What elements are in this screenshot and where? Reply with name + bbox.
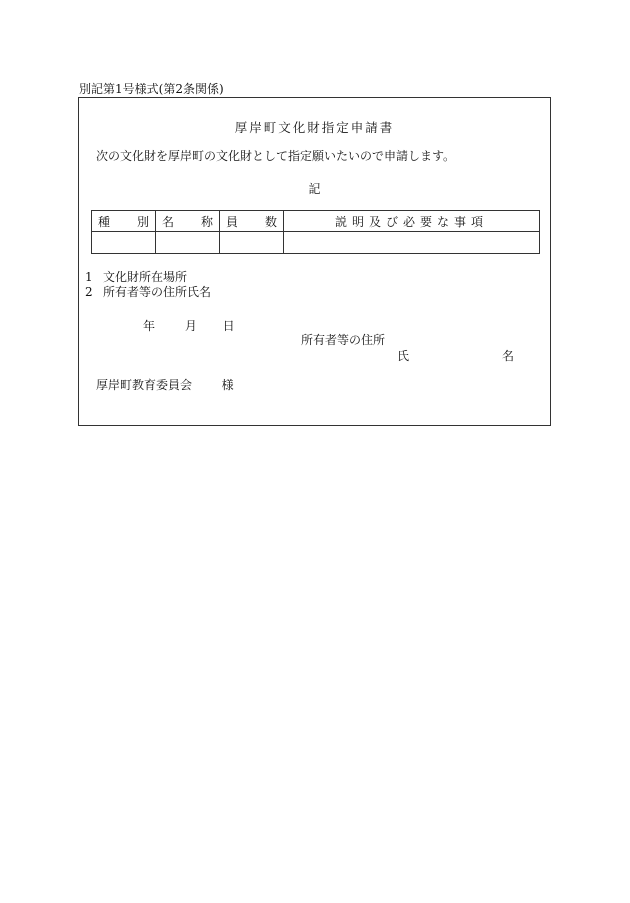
form-caption: 別記第1号様式(第2条関係)	[79, 82, 224, 96]
header-count-left: 員	[226, 214, 239, 229]
header-description: 説明及び必要な事項	[284, 211, 540, 232]
header-type	[92, 211, 156, 232]
intro-text: 次の文化財を厚岸町の文化財として指定願いたいので申請します。	[96, 149, 456, 163]
list-item	[85, 270, 211, 285]
form-title: 厚岸町文化財指定申請書	[234, 120, 395, 135]
addressee-line	[96, 376, 234, 393]
type-cell[interactable]	[92, 232, 156, 254]
header-type-left: 種	[98, 214, 111, 229]
owner-address-label: 所有者等の住所	[301, 333, 386, 347]
table-header-row	[92, 211, 540, 232]
owner-name-right: 名	[502, 349, 515, 363]
item-text: 所有者等の住所氏名	[103, 285, 212, 299]
description-cell[interactable]	[284, 232, 540, 254]
table-row	[92, 232, 540, 254]
honorific: 様	[221, 378, 234, 392]
header-name-right: 称	[200, 214, 213, 229]
header-count-right: 数	[264, 214, 277, 229]
date-day: 日	[222, 319, 235, 333]
date-line	[143, 317, 235, 334]
owner-name-left: 氏	[397, 349, 410, 363]
item-list	[85, 270, 211, 300]
item-text: 文化財所在場所	[103, 270, 188, 284]
list-item	[85, 285, 211, 300]
property-table	[91, 210, 540, 254]
count-cell[interactable]	[220, 232, 284, 254]
item-number: 1	[85, 270, 93, 284]
date-year: 年	[143, 319, 156, 333]
name-cell[interactable]	[156, 232, 220, 254]
header-name	[156, 211, 220, 232]
application-form-frame	[78, 97, 551, 426]
header-type-right: 別	[136, 214, 149, 229]
date-month: 月	[184, 319, 197, 333]
addressee: 厚岸町教育委員会	[96, 378, 193, 392]
ki-marker: 記	[308, 182, 321, 196]
header-name-left: 名	[162, 214, 175, 229]
header-count	[220, 211, 284, 232]
item-number: 2	[85, 285, 93, 299]
